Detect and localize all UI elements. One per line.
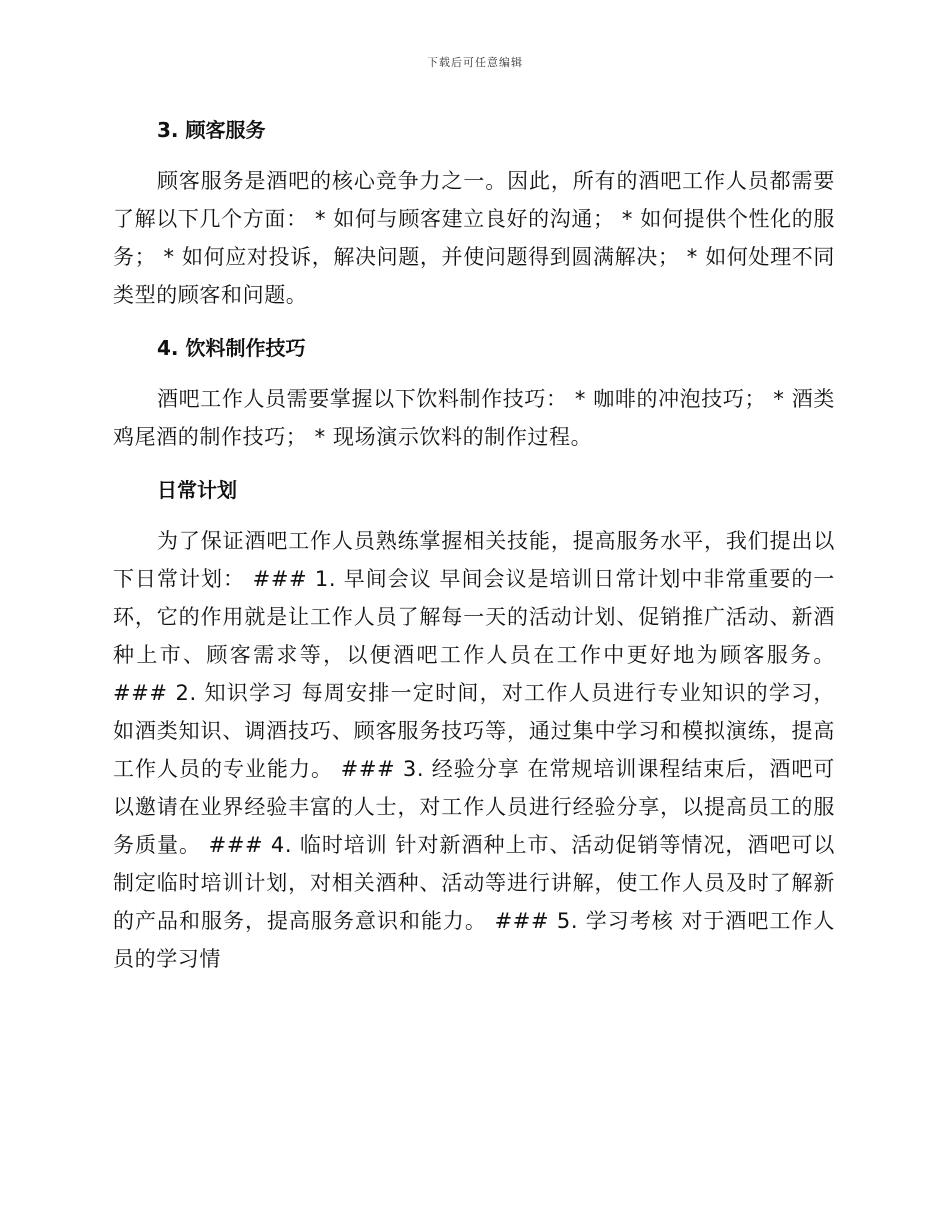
section-heading-drink-making: 4. 饮料制作技巧 — [157, 336, 306, 360]
section-paragraph-daily-plan: 为了保证酒吧工作人员熟练掌握相关技能，提高服务水平，我们提出以下日常计划： ### 1. 早间会议 早间会议是培训日常计划中非常重要的一环，它的作用就是让工作人员了解每一天的活动计划、促销推广活动、新酒种上市、顾客需求等，以便酒吧工作人员在工作中更好地为顾客服务。 ### 2. 知识学习 每周安排一定时间，对工作人员进行专业知识的学习，如酒类知识、调酒技巧、顾客服务技巧等，通过集中学习和模拟演练，提高工作人员的专业能力。 ### 3. 经验分享 在常规培训课程结束后，酒吧可以邀请在业界经验丰富的人士，对工作人员进行经验分享，以提高员工的服务质量。 ### 4. 临时培训 针对新酒种上市、活动促销等情况，酒吧可以制定临时培训计划，对相关酒种、活动等进行讲解，使工作人员及时了解新的产品和服务，提高服务意识和能力。 ### 5. 学习考核 对于酒吧工作人员的学习情 — [113, 529, 835, 971]
section-paragraph-drink-making: 酒吧工作人员需要掌握以下饮料制作技巧： * 咖啡的冲泡技巧； * 酒类鸡尾酒的制作技巧； * 现场演示饮料的制作过程。 — [113, 387, 835, 449]
document-body — [113, 112, 835, 978]
section-heading-daily-plan: 日常计划 — [157, 478, 237, 502]
page-header: 下载后可任意编辑 — [427, 56, 523, 69]
section-heading-customer-service: 3. 顾客服务 — [157, 118, 266, 142]
section-paragraph-customer-service: 顾客服务是酒吧的核心竞争力之一。因此，所有的酒吧工作人员都需要了解以下几个方面： * 如何与顾客建立良好的沟通； * 如何提供个性化的服务； * 如何应对投诉，解决问题，并使问题得到圆满解决； * 如何处理不同类型的顾客和问题。 — [113, 169, 835, 307]
